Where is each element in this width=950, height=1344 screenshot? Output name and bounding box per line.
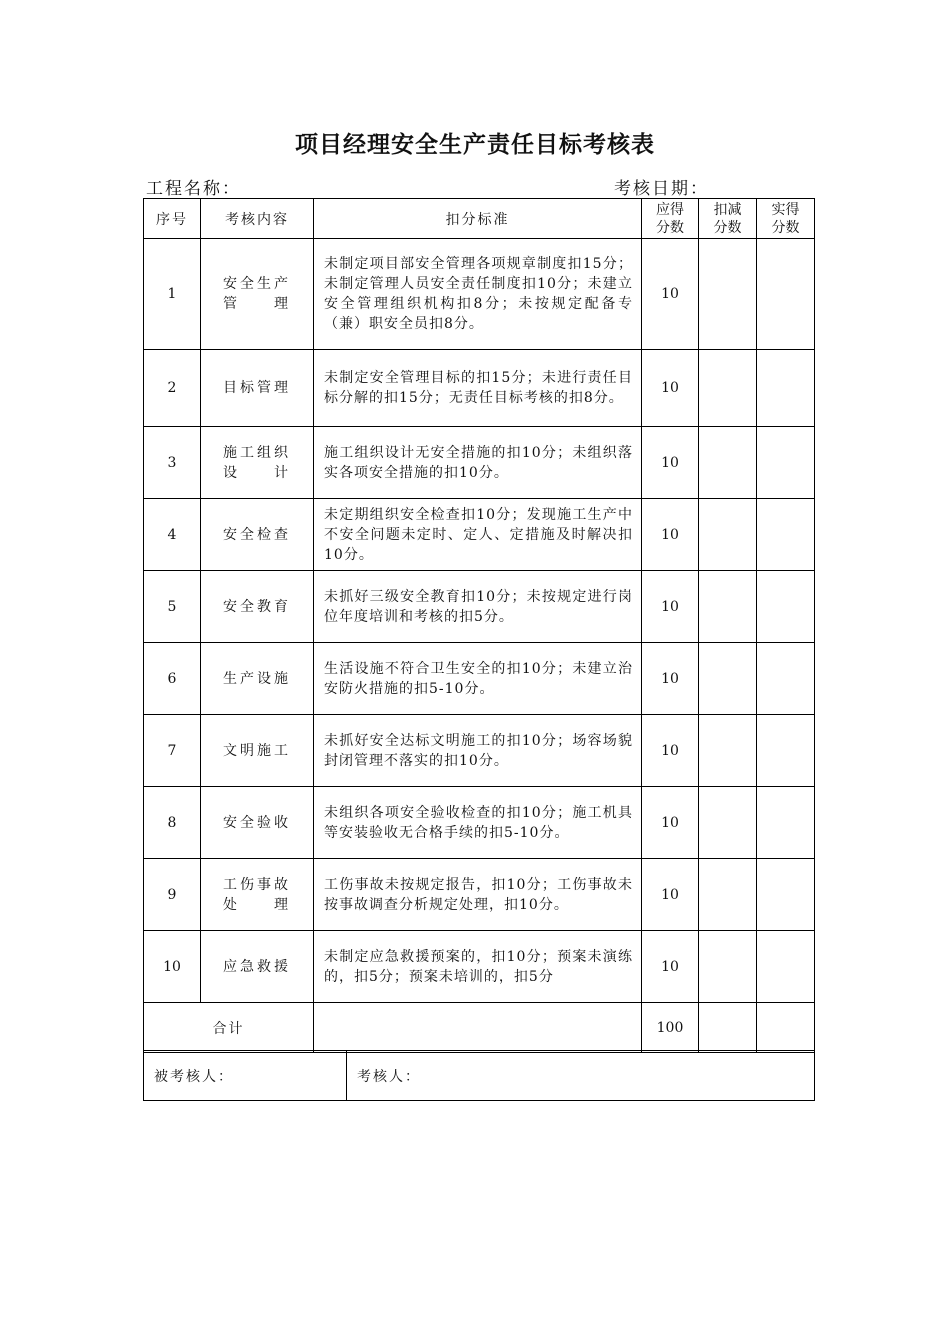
- assessor-signature-cell[interactable]: 考核人：: [347, 1051, 815, 1101]
- form-meta: [146, 174, 814, 199]
- header-deduct-line1: 扣减: [713, 201, 742, 218]
- header-actual-line1: 实得: [771, 201, 800, 218]
- row-content: [201, 499, 314, 571]
- header-no: 序号: [144, 199, 201, 239]
- row-content: [201, 787, 314, 859]
- header-due-score: [642, 199, 699, 239]
- row-content-line1: 生产设施: [223, 670, 291, 687]
- header-actual-score: [757, 199, 815, 239]
- row-deduct-cell[interactable]: [699, 787, 757, 859]
- total-label: 合计: [144, 1003, 314, 1053]
- header-standard: 扣分标准: [314, 199, 642, 239]
- row-deduct-cell[interactable]: [699, 643, 757, 715]
- row-no: 6: [144, 643, 201, 715]
- table-row: [144, 239, 815, 350]
- row-content-line1: 应急救援: [223, 958, 291, 975]
- row-content: [201, 350, 314, 427]
- row-content-line1: 目标管理: [223, 380, 291, 396]
- row-due-score: 10: [642, 571, 699, 643]
- signature-table: [143, 1050, 815, 1101]
- row-actual-cell[interactable]: [757, 350, 815, 427]
- row-no: 8: [144, 787, 201, 859]
- assessment-table: [143, 198, 815, 1053]
- row-no: 2: [144, 350, 201, 427]
- row-content: [201, 643, 314, 715]
- row-content: [201, 715, 314, 787]
- row-content-line2: 管 理: [223, 296, 291, 312]
- row-deduct-cell[interactable]: [699, 350, 757, 427]
- row-standard: 未制定应急救援预案的，扣10分；预案未演练的，扣5分；预案未培训的，扣5分: [314, 931, 642, 1003]
- table-row: [144, 350, 815, 427]
- row-actual-cell[interactable]: [757, 643, 815, 715]
- row-content: [201, 427, 314, 499]
- assessment-date-label: 考核日期：: [614, 179, 709, 199]
- row-deduct-cell[interactable]: [699, 499, 757, 571]
- row-no: 7: [144, 715, 201, 787]
- table-row: [144, 931, 815, 1003]
- row-no: 3: [144, 427, 201, 499]
- row-no: 10: [144, 931, 201, 1003]
- row-standard: 未抓好安全达标文明施工的扣10分；场容场貌封闭管理不落实的扣10分。: [314, 715, 642, 787]
- assessee-signature-cell[interactable]: 被考核人：: [144, 1051, 347, 1101]
- row-content-line1: 安全生产: [223, 276, 291, 292]
- total-row: [144, 1003, 815, 1053]
- row-actual-cell[interactable]: [757, 931, 815, 1003]
- row-content: [201, 859, 314, 931]
- total-actual-cell[interactable]: [757, 1003, 815, 1053]
- table-row: [144, 787, 815, 859]
- row-content-line1: 安全检查: [223, 526, 291, 543]
- signature-row: [144, 1051, 815, 1101]
- row-due-score: 10: [642, 350, 699, 427]
- row-deduct-cell[interactable]: [699, 931, 757, 1003]
- header-actual-line2: 分数: [771, 219, 800, 236]
- table-header-row: [144, 199, 815, 239]
- row-due-score: 10: [642, 859, 699, 931]
- table-row: [144, 715, 815, 787]
- row-due-score: 10: [642, 239, 699, 350]
- row-due-score: 10: [642, 427, 699, 499]
- row-standard: 未制定项目部安全管理各项规章制度扣15分；未制定管理人员安全责任制度扣10分；未建立安全管理组织机构扣8分；未按规定配备专（兼）职安全员扣8分。: [314, 239, 642, 350]
- total-standard-cell: [314, 1003, 642, 1053]
- row-content-line1: 安全验收: [223, 814, 291, 831]
- row-actual-cell[interactable]: [757, 239, 815, 350]
- total-deduct-cell[interactable]: [699, 1003, 757, 1053]
- header-deduct-line2: 分数: [713, 219, 742, 236]
- row-standard: 未制定安全管理目标的扣15分；未进行责任目标分解的扣15分；无责任目标考核的扣8分。: [314, 350, 642, 427]
- row-content: [201, 239, 314, 350]
- header-deduct-score: [699, 199, 757, 239]
- row-standard: 未抓好三级安全教育扣10分；未按规定进行岗位年度培训和考核的扣5分。: [314, 571, 642, 643]
- row-actual-cell[interactable]: [757, 571, 815, 643]
- row-content-line1: 施工组织: [223, 444, 291, 461]
- row-actual-cell[interactable]: [757, 859, 815, 931]
- header-due-line2: 分数: [656, 219, 684, 236]
- row-content: [201, 931, 314, 1003]
- header-due-line1: 应得: [656, 201, 684, 218]
- row-deduct-cell[interactable]: [699, 571, 757, 643]
- row-content-line1: 安全教育: [223, 598, 291, 615]
- row-no: 4: [144, 499, 201, 571]
- row-no: 1: [144, 239, 201, 350]
- table-row: [144, 643, 815, 715]
- row-actual-cell[interactable]: [757, 427, 815, 499]
- row-standard: 施工组织设计无安全措施的扣10分；未组织落实各项安全措施的扣10分。: [314, 427, 642, 499]
- project-name-label: 工程名称：: [146, 179, 241, 199]
- table-row: [144, 427, 815, 499]
- row-content: [201, 571, 314, 643]
- header-content: 考核内容: [201, 199, 314, 239]
- row-no: 5: [144, 571, 201, 643]
- row-content-line2: 设 计: [223, 464, 291, 481]
- page-title: 项目经理安全生产责任目标考核表: [295, 131, 655, 158]
- row-actual-cell[interactable]: [757, 499, 815, 571]
- row-content-line1: 文明施工: [223, 742, 291, 759]
- table-row: [144, 499, 815, 571]
- row-due-score: 10: [642, 931, 699, 1003]
- total-due-score: 100: [642, 1003, 699, 1053]
- row-due-score: 10: [642, 715, 699, 787]
- row-deduct-cell[interactable]: [699, 239, 757, 350]
- row-standard: 未定期组织安全检查扣10分；发现施工生产中不安全问题未定时、定人、定措施及时解决扣10分。: [314, 499, 642, 571]
- row-actual-cell[interactable]: [757, 787, 815, 859]
- row-due-score: 10: [642, 643, 699, 715]
- row-standard: 工伤事故未按规定报告，扣10分；工伤事故未按事故调查分析规定处理，扣10分。: [314, 859, 642, 931]
- row-standard: 未组织各项安全验收检查的扣10分；施工机具等安装验收无合格手续的扣5-10分。: [314, 787, 642, 859]
- row-deduct-cell[interactable]: [699, 859, 757, 931]
- row-deduct-cell[interactable]: [699, 715, 757, 787]
- row-content-line2: 处 理: [223, 896, 291, 913]
- row-due-score: 10: [642, 787, 699, 859]
- row-no: 9: [144, 859, 201, 931]
- table-row: [144, 571, 815, 643]
- table-row: [144, 859, 815, 931]
- row-deduct-cell[interactable]: [699, 427, 757, 499]
- row-standard: 生活设施不符合卫生安全的扣10分；未建立治安防火措施的扣5-10分。: [314, 643, 642, 715]
- row-due-score: 10: [642, 499, 699, 571]
- row-content-line1: 工伤事故: [223, 876, 291, 893]
- row-actual-cell[interactable]: [757, 715, 815, 787]
